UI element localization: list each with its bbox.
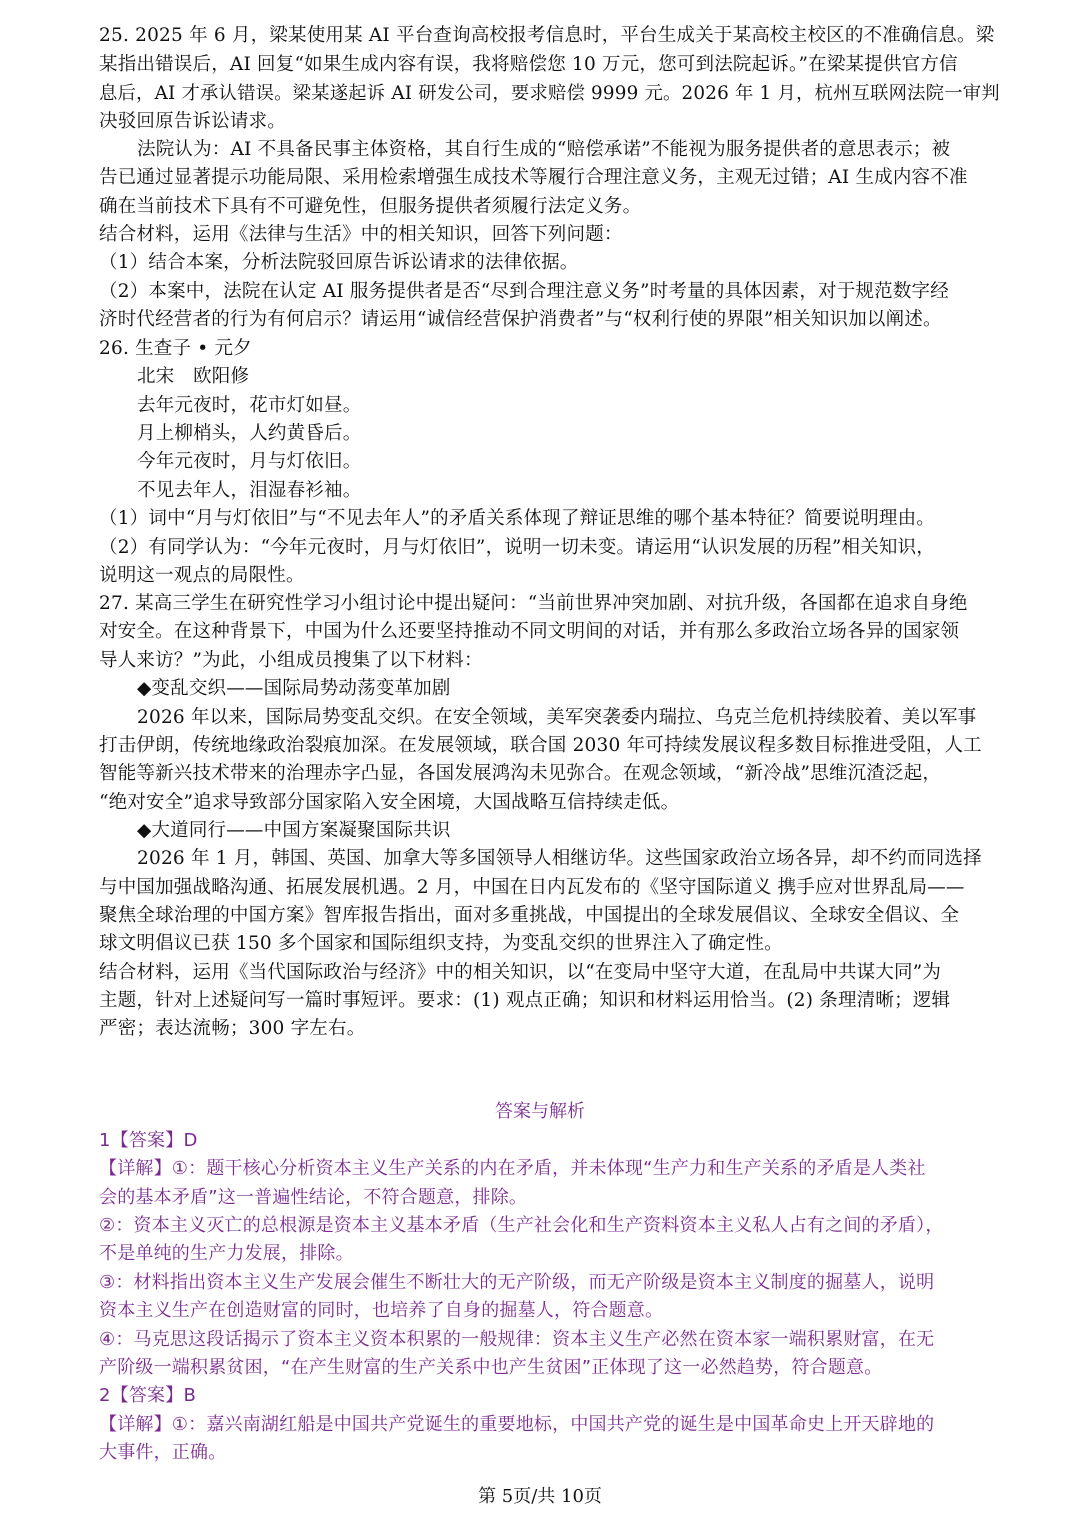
q27-line-8: “绝对安全”追求导致部分国家陷入安全困境，大国战略互信持续走低。 <box>99 792 680 813</box>
answer-1-key: 1【答案】D <box>99 1130 198 1151</box>
answer-1-detail-2: 会的基本矛盾”这一普遍性结论，不符合题意，排除。 <box>99 1187 528 1208</box>
q26-line-9: 说明这一观点的局限性。 <box>99 565 305 586</box>
q27-line-7: 智能等新兴技术带来的治理赤字凸显，各国发展鸿沟未见弥合。在观念领域，“新冷战”思维沉渣泛起， <box>99 763 942 784</box>
q26-line-6: 不见去年人，泪湿春衫袖。 <box>137 480 362 501</box>
answers-title: 答案与解析 <box>495 1101 585 1122</box>
q27-line-5: 2026 年以来，国际局势变乱交织。在安全领域，美军突袭委内瑞拉、乌克兰危机持续胶着、美以军事 <box>137 707 977 728</box>
q27-line-13: 球文明倡议已获 150 多个国家和国际组织支持，为变乱交织的世界注入了确定性。 <box>99 933 783 954</box>
q26-line-3: 去年元夜时，花市灯如昼。 <box>137 395 362 416</box>
q25-line-3: 息后，AI 才承认错误。梁某遂起诉 AI 研发公司，要求赔偿 9999 元。2026 年 1 月，杭州互联网法院一审判 <box>99 83 1000 104</box>
q26-line-2: 北宋 欧阳修 <box>137 366 250 387</box>
q27-line-14: 结合材料，运用《当代国际政治与经济》中的相关知识，以“在变局中坚守大道，在乱局中共谋大同”为 <box>99 962 942 983</box>
q25-line-4: 决驳回原告诉讼请求。 <box>99 111 287 132</box>
q26-line-4: 月上柳梢头，人约黄昏后。 <box>137 423 362 444</box>
answer-2-detail-2: 大事件，正确。 <box>99 1442 227 1463</box>
q26-line-1: 26. 生查子 • 元夕 <box>99 338 252 359</box>
answer-1-detail-6: 资本主义生产在创造财富的同时，也培养了自身的掘墓人，符合题意。 <box>99 1300 664 1321</box>
page-number: 第 5页/共 10页 <box>478 1486 602 1507</box>
answer-1-detail-3: ②：资本主义灭亡的总根源是资本主义基本矛盾（生产社会化和生产资料资本主义私人占有之间的矛盾）， <box>99 1215 944 1236</box>
answer-2-detail-1: 【详解】①：嘉兴南湖红船是中国共产党诞生的重要地标，中国共产党的诞生是中国革命史上开天辟地的 <box>99 1414 935 1435</box>
q25-line-7: 确在当前技术下具有不可避免性，但服务提供者须履行法定义务。 <box>99 196 642 217</box>
q27-line-1: 27. 某高三学生在研究性学习小组讨论中提出疑问：“当前世界冲突加剧、对抗升级，各国都在追求自身绝 <box>99 593 968 614</box>
q25-line-2: 某指出错误后，AI 回复“如果生成内容有误，我将赔偿您 10 万元，您可到法院起诉。”在梁某提供官方信 <box>99 54 958 75</box>
q27-line-4: ◆变乱交织——国际局势动荡变革加剧 <box>137 678 451 699</box>
q25-line-1: 25. 2025 年 6 月，梁某使用某 AI 平台查询高校报考信息时，平台生成关于某高校主校区的不准确信息。梁 <box>99 25 995 46</box>
q27-line-3: 导人来访？”为此，小组成员搜集了以下材料： <box>99 650 483 671</box>
q26-line-5: 今年元夜时，月与灯依旧。 <box>137 451 362 472</box>
answer-1-detail-8: 产阶级一端积累贫困，“在产生财富的生产关系中也产生贫困”正体现了这一必然趋势，符合题意。 <box>99 1357 883 1378</box>
answer-1-detail-1: 【详解】①：题干核心分析资本主义生产关系的内在矛盾，并未体现“生产力和生产关系的矛盾是人类社 <box>99 1158 926 1179</box>
answer-2-key: 2【答案】B <box>99 1385 197 1406</box>
q27-line-15: 主题，针对上述疑问写一篇时事短评。要求：(1) 观点正确；知识和材料运用恰当。(2) 条理清晰；逻辑 <box>99 990 951 1011</box>
q25-line-5: 法院认为：AI 不具备民事主体资格，其自行生成的“赔偿承诺”不能视为服务提供者的意思表示；被 <box>137 139 951 160</box>
q27-line-11: 与中国加强战略沟通、拓展发展机遇。2 月，中国在日内瓦发布的《坚守国际道义 携手应对世界乱局—— <box>99 877 965 898</box>
q27-line-9: ◆大道同行——中国方案凝聚国际共识 <box>137 820 451 841</box>
q25-line-8: 结合材料，运用《法律与生活》中的相关知识，回答下列问题： <box>99 224 623 245</box>
answer-1-detail-4: 不是单纯的生产力发展，排除。 <box>99 1243 354 1264</box>
q26-line-7: （1）词中“月与灯依旧”与“不见去年人”的矛盾关系体现了辩证思维的哪个基本特征？简要说明理由。 <box>99 508 936 529</box>
q27-line-2: 对安全。在这种背景下，中国为什么还要坚持推动不同文明间的对话，并有那么多政治立场各异的国家领 <box>99 621 960 642</box>
q25-line-9: （1）结合本案，分析法院驳回原告诉讼请求的法律依据。 <box>99 252 579 273</box>
q27-line-6: 打击伊朗，传统地缘政治裂痕加深。在发展领域，联合国 2030 年可持续发展议程多数目标推进受阻，人工 <box>99 735 982 756</box>
q27-line-16: 严密；表达流畅；300 字左右。 <box>99 1018 366 1039</box>
q25-line-11: 济时代经营者的行为有何启示？请运用“诚信经营保护消费者”与“权利行使的界限”相关知识加以阐述。 <box>99 309 942 330</box>
answer-1-detail-5: ③：材料指出资本主义生产发展会催生不断壮大的无产阶级，而无产阶级是资本主义制度的掘墓人，说明 <box>99 1272 935 1293</box>
answer-1-detail-7: ④：马克思这段话揭示了资本主义资本积累的一般规律：资本主义生产必然在资本家一端积累财富，在无 <box>99 1329 935 1350</box>
q25-line-10: （2）本案中，法院在认定 AI 服务提供者是否“尽到合理注意义务”时考量的具体因素，对于规范数字经 <box>99 281 949 302</box>
q25-line-6: 告已通过显著提示功能局限、采用检索增强生成技术等履行合理注意义务，主观无过错；AI 生成内容不准 <box>99 167 968 188</box>
q27-line-12: 聚焦全球治理的中国方案》智库报告指出，面对多重挑战，中国提出的全球发展倡议、全球安全倡议、全 <box>99 905 960 926</box>
q27-line-10: 2026 年 1 月，韩国、英国、加拿大等多国领导人相继访华。这些国家政治立场各异，却不约而同选择 <box>137 848 982 869</box>
q26-line-8: （2）有同学认为：“今年元夜时，月与灯依旧”，说明一切未变。请运用“认识发展的历程”相关知识， <box>99 537 936 558</box>
